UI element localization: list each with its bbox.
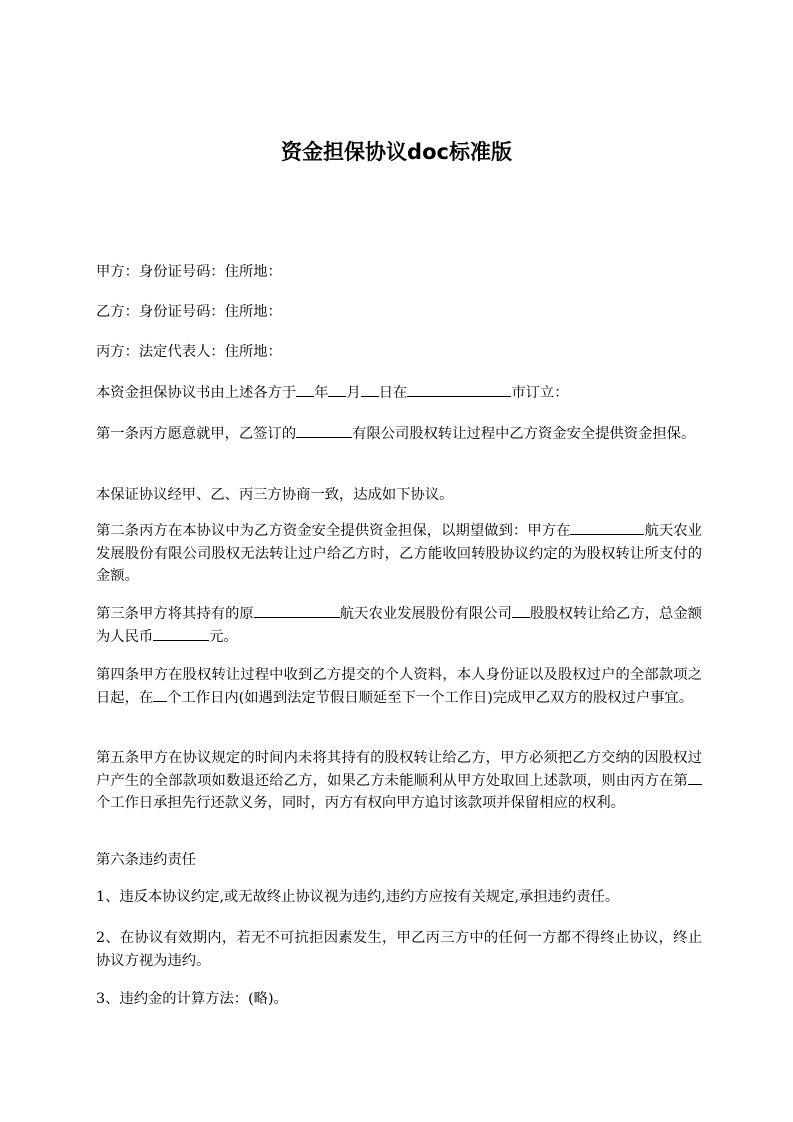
clause-3: 3、违约金的计算方法：(略)。	[96, 991, 288, 1007]
article-1-text-2: 有限公司股权转让过程中乙方资金安全提供资金担保。	[352, 426, 696, 442]
city-blank	[407, 382, 511, 397]
article-3-blank-1	[254, 603, 340, 618]
day-blank	[361, 382, 379, 397]
article-5-text-2: 个工作日承担先行还款义务，同时，丙方有权向甲方追讨该款项并保留相应的权利。	[96, 795, 625, 811]
article-3-text-1: 第三条甲方将其持有的原	[96, 606, 254, 622]
company-blank	[296, 423, 352, 438]
document-title: 资金担保协议doc标准版	[281, 140, 512, 164]
intro-text-4: 日在	[378, 385, 408, 401]
intro-text-2: 年	[314, 385, 329, 401]
clause-2: 2、在协议有效期内，若无不可抗拒因素发生，甲乙丙三方中的任何一方都不得终止协议，终止协议方视为违约。	[96, 930, 702, 969]
article-4-text-1: 第四条甲方在股权转让过程中收到乙方提交的个人资料，本人身份证以及股权过户的全部款项之日起，在	[96, 667, 702, 706]
article-5-paragraph	[96, 747, 702, 815]
article-2-paragraph	[96, 520, 702, 588]
article-4-blank	[153, 687, 167, 702]
article-2-blank	[570, 520, 644, 535]
article-3-text-2: 航天农业发展股份有限公司	[339, 606, 512, 622]
article-3-text-4: 元。	[209, 628, 238, 645]
month-blank	[328, 382, 346, 397]
intro-text-5: 市订立：	[511, 385, 569, 401]
article-5-text-1: 第五条甲方在协议规定的时间内未将其持有的股权转让给乙方，甲方必须把乙方交纳的因股权过户产生的全部款项如数退还给乙方，如果乙方未能顺利从甲方处取回上述款项，则由丙方在第	[96, 750, 702, 789]
intro-text-3: 月	[346, 385, 361, 401]
article-3-text-3: 股股权转让给乙方，总金额为人民币	[96, 606, 703, 645]
article-1-paragraph	[96, 423, 702, 446]
article-4-paragraph	[96, 664, 702, 709]
article-5-blank	[688, 770, 702, 785]
amount-blank	[153, 626, 209, 641]
article-4-text-2: 个工作日内(如遇到法定节假日顺延至下一个工作日)完成甲乙双方的股权过户事宜。	[167, 689, 694, 706]
intro-paragraph	[96, 382, 702, 405]
party-b-line: 乙方：身份证号码：住所地：	[96, 304, 282, 320]
year-blank	[296, 382, 314, 397]
intro-text-1: 本资金担保协议书由上述各方于	[96, 385, 297, 401]
clause-1: 1、违反本协议约定,或无故终止协议视为违约,违约方应按有关规定,承担违约责任。	[96, 889, 620, 905]
party-a-line: 甲方：身份证号码：住所地：	[96, 264, 282, 280]
article-3-blank-2	[512, 603, 530, 618]
article-2-text-1: 第二条丙方在本协议中为乙方资金安全提供资金担保，以期望做到：甲方在	[96, 523, 571, 539]
article-1-text-1: 第一条丙方愿意就甲，乙签订的	[96, 426, 297, 442]
party-c-line: 丙方：法定代表人：住所地：	[96, 344, 282, 360]
article-6-heading: 第六条违约责任	[96, 852, 197, 868]
article-3-paragraph	[96, 603, 702, 648]
article-2-text-2: 航天农业发展股份有限公司股权无法转让过户给乙方时，乙方能收回转股协议约定的为股权转让所支付的金额。	[96, 523, 702, 584]
consensus-paragraph: 本保证协议经甲、乙、丙三方协商一致，达成如下协议。	[96, 487, 454, 503]
